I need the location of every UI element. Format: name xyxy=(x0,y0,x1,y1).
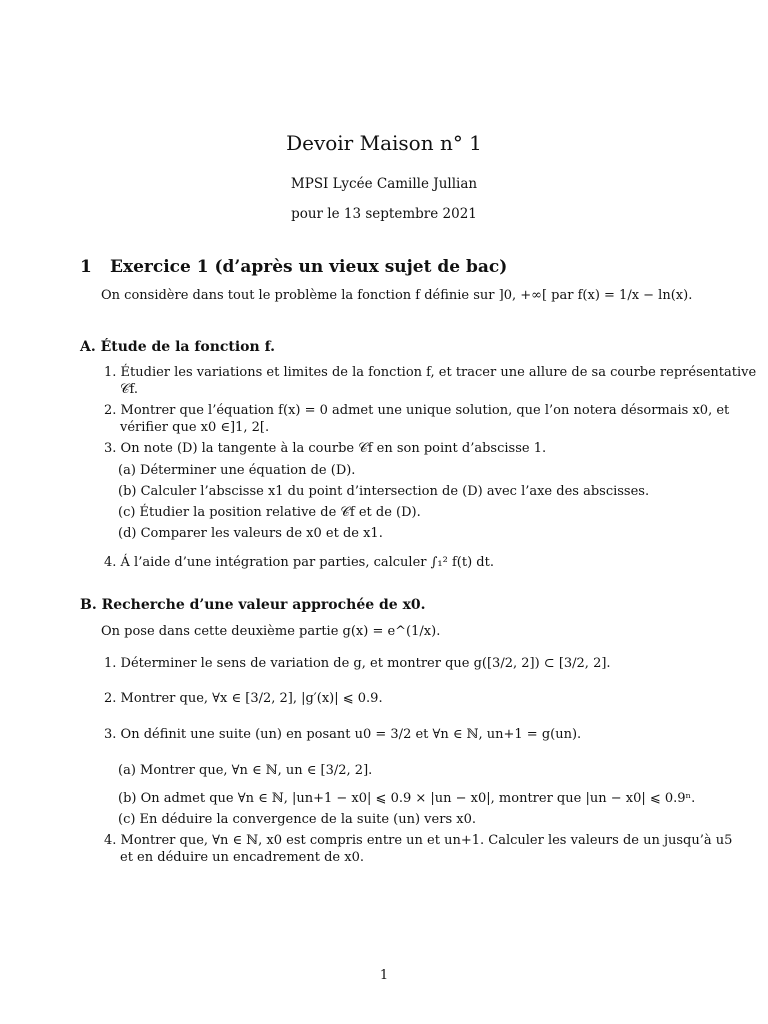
part-b-item-3b: (b) On admet que ∀n ∈ ℕ, |un+1 − x0| ⩽ 0.9 × |un − x0|, montrer que |un − x0| ⩽ 0.9ⁿ. xyxy=(118,791,696,806)
part-a-item-1: 1. Étudier les variations et limites de la fonction f, et tracer une allure de sa courbe représentative xyxy=(104,365,757,380)
part-a-item-1-cont: 𝒞f. xyxy=(120,382,138,397)
part-a-item-3a: (a) Déterminer une équation de (D). xyxy=(118,463,356,478)
part-b-item-3a: (a) Montrer que, ∀n ∈ ℕ, un ∈ [3/2, 2]. xyxy=(118,763,373,778)
due-date: pour le 13 septembre 2021 xyxy=(291,206,477,222)
section-title: Exercice 1 (d’après un vieux sujet de bac) xyxy=(110,257,508,277)
part-a-item-2: 2. Montrer que l’équation f(x) = 0 admet une unique solution, que l’on notera désormais x0, et xyxy=(104,403,730,418)
part-b-item-3: 3. On définit une suite (un) en posant u0 = 3/2 et ∀n ∈ ℕ, un+1 = g(un). xyxy=(104,727,582,742)
part-a-item-3d: (d) Comparer les valeurs de x0 et de x1. xyxy=(118,526,383,541)
part-b-item-1: 1. Déterminer le sens de variation de g, et montrer que g([3/2, 2]) ⊂ [3/2, 2]. xyxy=(104,656,611,671)
part-b-item-4-cont: et en déduire un encadrement de x0. xyxy=(120,850,364,865)
school-name: MPSI Lycée Camille Jullian xyxy=(290,176,478,192)
part-a-title: A. Étude de la fonction f. xyxy=(80,339,275,355)
section-intro: On considère dans tout le problème la fonction f définie sur ]0, +∞[ par f(x) = 1/x − ln(x). xyxy=(101,288,693,303)
part-b-item-3c: (c) En déduire la convergence de la suite (un) vers x0. xyxy=(118,812,476,827)
section-heading xyxy=(80,257,507,277)
part-a-item-3c: (c) Étudier la position relative de 𝒞f et de (D). xyxy=(118,505,421,520)
part-a-item-3b: (b) Calculer l’abscisse x1 du point d’intersection de (D) avec l’axe des abscisses. xyxy=(118,484,650,499)
section-number: 1 xyxy=(80,257,92,277)
part-a-item-2-cont: vérifier que x0 ∈]1, 2[. xyxy=(120,420,270,435)
part-b-intro: On pose dans cette deuxième partie g(x) = e^(1/x). xyxy=(101,624,441,639)
page-title: Devoir Maison n° 1 xyxy=(286,131,482,155)
page-number: 1 xyxy=(379,968,389,983)
part-b-item-4: 4. Montrer que, ∀n ∈ ℕ, x0 est compris entre un et un+1. Calculer les valeurs de un jusqu’à u5 xyxy=(104,833,733,848)
part-a-item-4: 4. Á l’aide d’une intégration par parties, calculer ∫₁² f(t) dt. xyxy=(104,555,494,570)
part-a-item-3: 3. On note (D) la tangente à la courbe 𝒞f en son point d’abscisse 1. xyxy=(104,441,547,456)
part-b-item-2: 2. Montrer que, ∀x ∈ [3/2, 2], |g′(x)| ⩽ 0.9. xyxy=(104,691,383,706)
part-b-title: B. Recherche d’une valeur approchée de x0. xyxy=(80,597,426,613)
